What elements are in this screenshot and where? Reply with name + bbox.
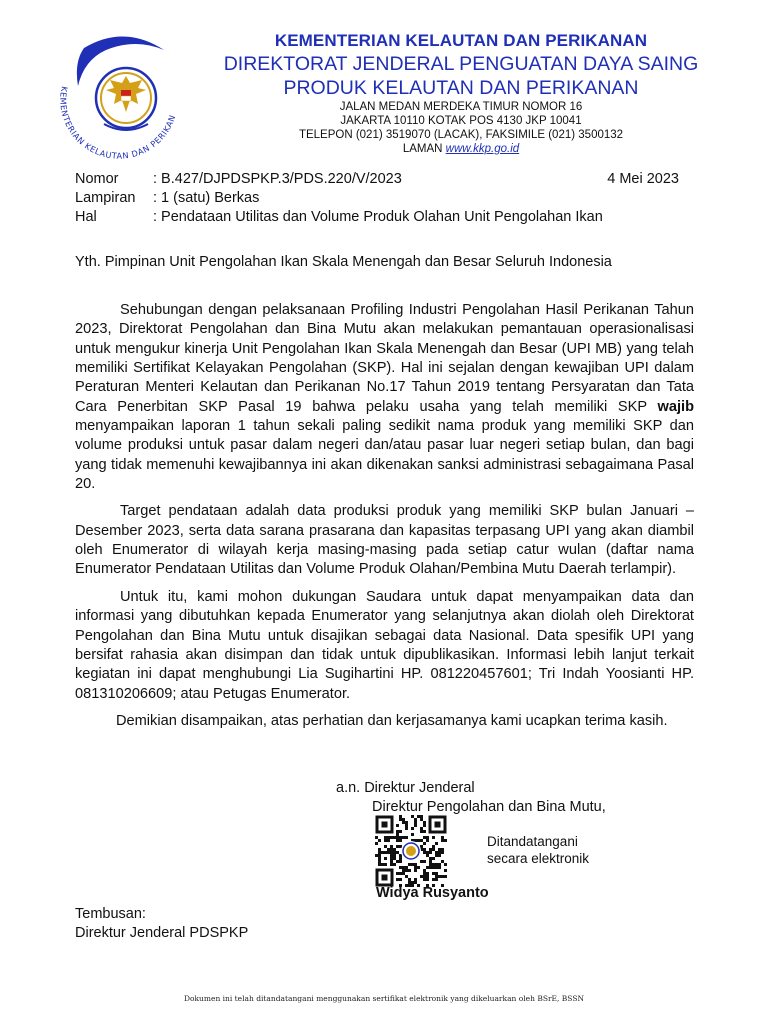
logo-ring-text: KEMENTERIAN KELAUTAN DAN PERIKAN (58, 85, 178, 161)
directorate-line-1: DIREKTORAT JENDERAL PENGUATAN DAYA SAING (223, 53, 699, 75)
address-line-2: JAKARTA 10110 KOTAK POS 4130 JKP 10041 (340, 115, 582, 127)
esign-footer: Dokumen ini telah ditandatangani menggunakan sertifikat elektronik yang dikeluarkan oleh BSrE, BSSN (183, 994, 585, 1003)
phone-line: TELEPON (021) 3519070 (LACAK), FAKSIMILE (021) 3500132 (298, 129, 624, 141)
nomor-label: Nomor (75, 171, 119, 187)
paragraph-1-bold: wajib (657, 398, 694, 415)
addressee: Yth. Pimpinan Unit Pengolahan Ikan Skala Menengah dan Besar Seluruh Indonesia (75, 254, 612, 270)
paragraph-1 (75, 301, 694, 494)
web-label: LAMAN (402, 143, 443, 155)
lampiran-label: Lampiran (75, 190, 136, 206)
esign-line-2: secara elektronik (487, 851, 590, 866)
cc-block (75, 905, 248, 943)
ministry-logo (44, 28, 194, 168)
paragraph-2: Target pendataan adalah data produksi produk yang memiliki SKP bulan Januari – Desember 2023, serta data sarana prasarana dan kapasitas terpasang UPI yang akan diambil oleh Enumerator di wilayah kerja masing-masing pada setiap catur wulan (daftar nama Enumerator Pendataan Utilitas dan Volume Produk Olahan/Pembina Mutu Daerah terlampir). (75, 503, 694, 578)
address-line-1: JALAN MEDAN MERDEKA TIMUR NOMOR 16 (339, 101, 583, 113)
nomor-value: : B.427/DJPDSPKP.3/PDS.220/V/2023 (153, 171, 402, 187)
web-link[interactable]: www.kkp.go.id (445, 143, 520, 155)
cc-label: Tembusan: (75, 906, 146, 922)
paragraph-1-part-b: menyampaikan laporan 1 tahun sekali paling sedikit nama produk yang memiliki SKP dan volume produksi untuk pasar dalam negeri dan/atau pasar luar negeri setiap bulan, dan bagi yang tidak memenuhi kewajibannya ini akan dikenakan sanksi administrasi sebagaimana Pasal 20. (75, 418, 694, 493)
letter-date: 4 Mei 2023 (607, 171, 679, 187)
directorate-line-2: PRODUK KELAUTAN DAN PERIKANAN (283, 77, 639, 99)
lampiran-value: : 1 (satu) Berkas (153, 190, 260, 206)
letter-meta (75, 170, 603, 227)
letter-body (75, 301, 694, 739)
paragraph-4: Demikian disampaikan, atas perhatian dan kerjasamanya kami ucapkan terima kasih. (116, 712, 668, 729)
signature-an: a.n. Direktur Jenderal (336, 780, 475, 796)
paragraph-1-part-a: Sehubungan dengan pelaksanaan Profiling Industri Pengolahan Hasil Perikanan Tahun 2023, Direktorat Pengolahan dan Bina Mutu akan melakukan pemantauan operasionalisasi untuk mengukur kinerja Unit Pengolahan Ikan Skala Menengah dan Besar (UPI MB) yang telah memiliki Sertifikat Kelayakan Pengolahan (SKP). Hal ini sejalan dengan kewajiban UPI dalam Peraturan Menteri Kelautan dan Perikanan No.17 Tahun 2019 tentang Persyaratan dan Tata Cara Penerbitan SKP Pasal 19 bahwa pelaku usaha yang telah memiliki SKP (75, 302, 694, 415)
qr-code (375, 815, 447, 887)
esign-note (487, 833, 589, 867)
web-line (196, 142, 726, 156)
paragraph-3: Untuk itu, kami mohon dukungan Saudara untuk dapat menyampaikan data dan informasi yang dibutuhkan kepada Enumerator yang selanjutnya akan diolah oleh Direktorat Pengolahan dan Bina Mutu untuk disajikan sebagai data Nasional. Data spesifik UPI yang bersifat rahasia akan disimpan dan tidak untuk dipublikasikan. Informasi lebih lanjut terkait kegiatan ini dapat menghubungi Lia Sugihartini HP. 081220457601; Tri Indah Yoosianti HP. 081310206609; atau Petugas Enumerator. (75, 588, 694, 702)
hal-value: : Pendataan Utilitas dan Volume Produk Olahan Unit Pengolahan Ikan (153, 209, 603, 225)
cc-item: Direktur Jenderal PDSPKP (75, 925, 249, 941)
hal-row (75, 208, 603, 227)
nomor-row (75, 170, 603, 189)
hal-label: Hal (75, 209, 97, 225)
signature-title: Direktur Pengolahan dan Bina Mutu, (372, 799, 606, 815)
esign-line-1: Ditandatangani (487, 834, 578, 849)
ministry-name: KEMENTERIAN KELAUTAN DAN PERIKANAN (274, 31, 648, 50)
lampiran-row (75, 189, 603, 208)
signatory-name: Widya Rusyanto (376, 885, 489, 901)
letterhead (196, 30, 726, 156)
